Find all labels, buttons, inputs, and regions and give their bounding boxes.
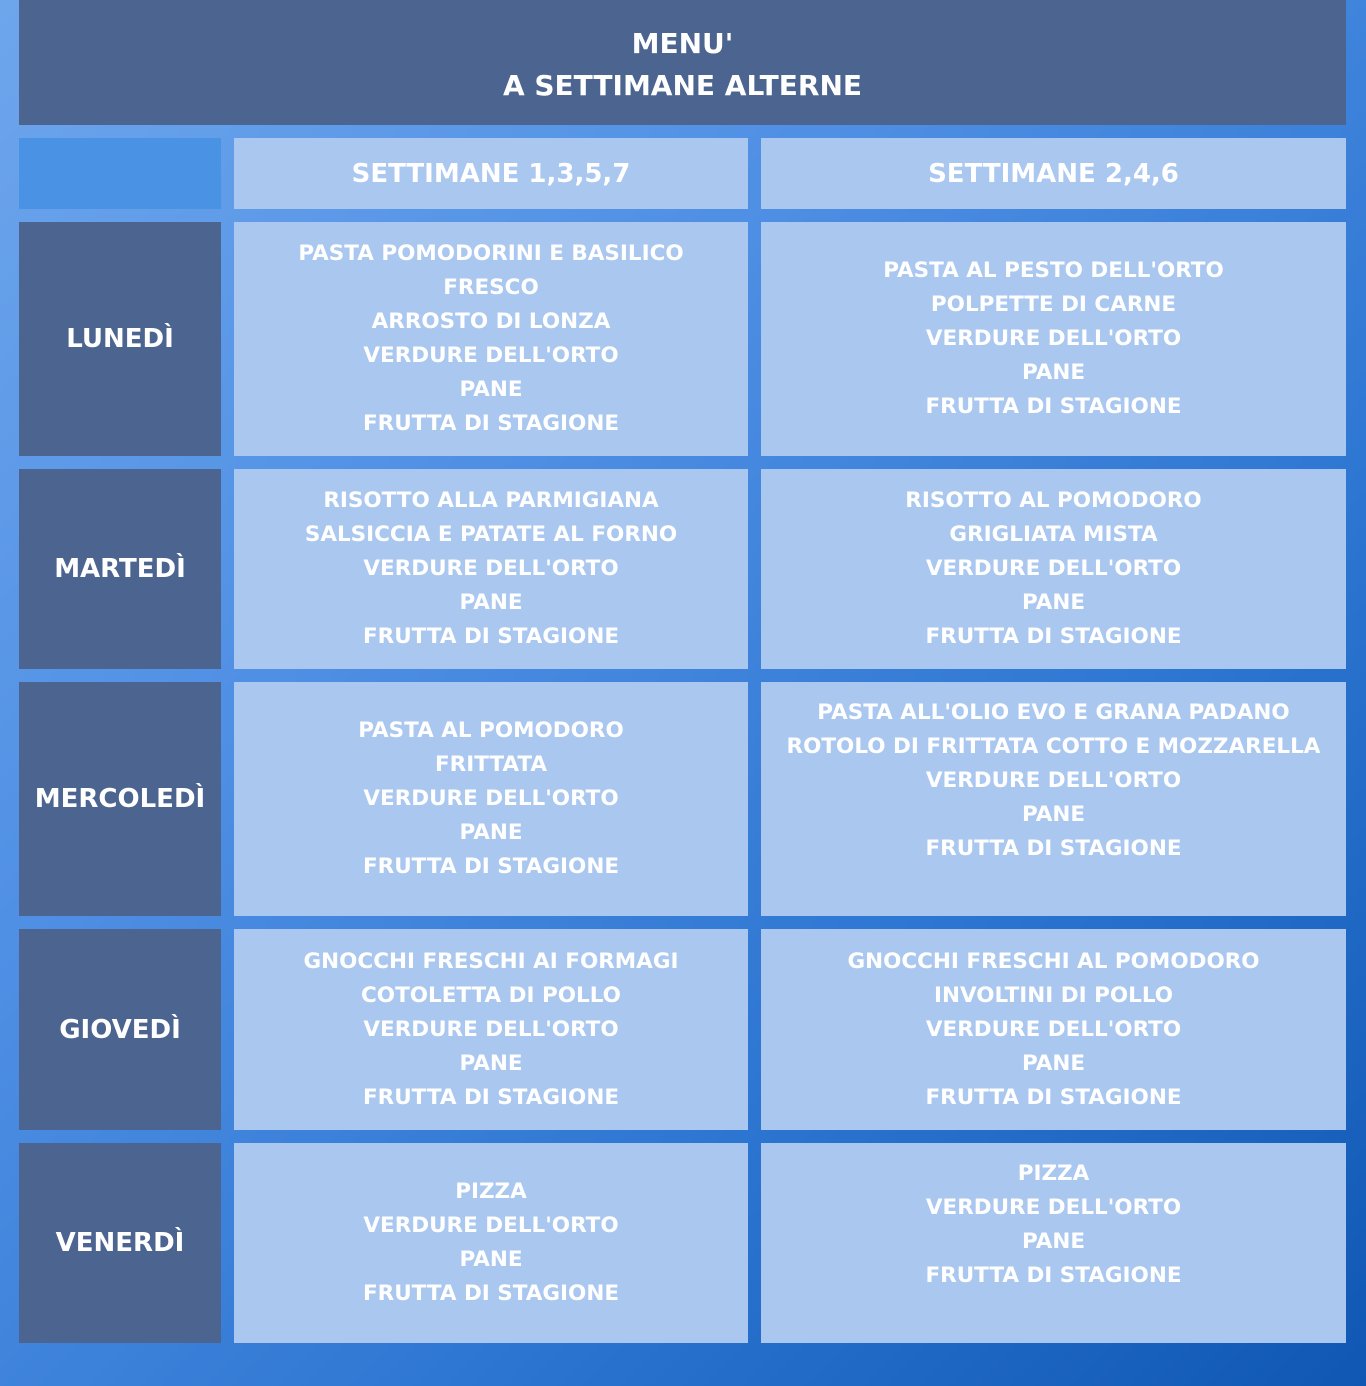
menu-item: FRUTTA DI STAGIONE (925, 624, 1182, 649)
menu-item: SALSICCIA E PATATE AL FORNO (304, 522, 678, 547)
menu-item: RISOTTO ALLA PARMIGIANA (323, 488, 659, 513)
menu-item: VERDURE DELL'ORTO (363, 556, 619, 581)
menu-item: FRUTTA DI STAGIONE (925, 1263, 1182, 1288)
menu-cell-wednesday-week-a (234, 682, 748, 916)
menu-item: ROTOLO DI FRITTATA COTTO E MOZZARELLA (786, 734, 1321, 759)
menu-item: PANE (1021, 590, 1086, 615)
menu-item: PANE (459, 1247, 523, 1272)
menu-cell-thursday-week-a (234, 929, 748, 1130)
menu-item: FRUTTA DI STAGIONE (362, 624, 620, 649)
day-label: MARTEDÌ (54, 554, 186, 584)
menu-item: PANE (1021, 802, 1086, 827)
menu-item: FRUTTA DI STAGIONE (362, 1084, 620, 1110)
menu-item: FRITTATA (434, 752, 547, 777)
header-week-a-label: SETTIMANE 1,3,5,7 (351, 158, 631, 189)
menu-title-line-1: MENU' (631, 26, 734, 60)
menu-item: FRUTTA DI STAGIONE (925, 1084, 1182, 1110)
menu-title-line-2: A SETTIMANE ALTERNE (502, 68, 863, 102)
menu-cell-tuesday-week-a (234, 469, 748, 669)
day-cell-monday (19, 222, 221, 456)
menu-cell-monday-week-a (234, 222, 748, 456)
header-corner-cell (19, 138, 221, 209)
menu-item: FRUTTA DI STAGIONE (362, 854, 620, 879)
day-label: GIOVEDÌ (59, 1014, 181, 1045)
menu-item: PANE (1021, 1050, 1086, 1076)
menu-item: INVOLTINI DI POLLO (933, 982, 1174, 1008)
day-cell-friday (19, 1143, 221, 1343)
menu-item: PIZZA (1017, 1161, 1090, 1186)
menu-item: ARROSTO DI LONZA (371, 309, 611, 334)
menu-cell-monday-week-b (761, 222, 1346, 456)
menu-item: FRUTTA DI STAGIONE (362, 1281, 620, 1306)
menu-item: VERDURE DELL'ORTO (363, 1213, 619, 1238)
menu-item: PANE (459, 1050, 523, 1076)
menu-cell-tuesday-week-b (761, 469, 1346, 669)
day-cell-thursday (19, 929, 221, 1130)
menu-item: PANE (459, 377, 523, 402)
menu-item: FRUTTA DI STAGIONE (925, 836, 1182, 861)
menu-item: GRIGLIATA MISTA (949, 522, 1158, 547)
menu-item: PIZZA (455, 1179, 527, 1204)
menu-item: GNOCCHI FRESCHI AI FORMAGI (303, 948, 679, 974)
day-cell-tuesday (19, 469, 221, 669)
menu-item: PASTA ALL'OLIO EVO E GRANA PADANO (817, 700, 1290, 725)
day-cell-wednesday (19, 682, 221, 916)
menu-item: PANE (1021, 1229, 1086, 1254)
menu-item: FRUTTA DI STAGIONE (925, 394, 1182, 419)
menu-item: VERDURE DELL'ORTO (925, 1016, 1182, 1042)
menu-cell-wednesday-week-b (761, 682, 1346, 916)
menu-item: FRUTTA DI STAGIONE (362, 411, 620, 436)
header-week-b-label: SETTIMANE 2,4,6 (928, 158, 1179, 189)
menu-item: VERDURE DELL'ORTO (363, 786, 619, 811)
menu-item: FRESCO (443, 275, 539, 300)
menu-item: GNOCCHI FRESCHI AL POMODORO (847, 948, 1260, 974)
day-label: LUNEDÌ (66, 324, 174, 354)
header-week-a (234, 138, 748, 209)
menu-cell-thursday-week-b (761, 929, 1346, 1130)
menu-cell-friday-week-b (761, 1143, 1346, 1343)
menu-title (19, 0, 1346, 125)
menu-item: PANE (459, 820, 523, 845)
menu-item: POLPETTE DI CARNE (930, 292, 1177, 317)
menu-item: COTOLETTA DI POLLO (361, 982, 621, 1008)
menu-item: PANE (459, 590, 523, 615)
menu-item: PASTA AL PESTO DELL'ORTO (883, 258, 1224, 283)
menu-item: VERDURE DELL'ORTO (363, 1016, 619, 1042)
menu-item: PASTA AL POMODORO (358, 718, 624, 743)
day-label: VENERDÌ (55, 1228, 185, 1258)
menu-item: PASTA POMODORINI E BASILICO (298, 241, 684, 266)
day-label: MERCOLEDÌ (34, 784, 206, 814)
menu-item: VERDURE DELL'ORTO (925, 556, 1182, 581)
menu-item: VERDURE DELL'ORTO (925, 768, 1182, 793)
menu-item: VERDURE DELL'ORTO (925, 326, 1182, 351)
menu-item: VERDURE DELL'ORTO (363, 343, 619, 368)
menu-cell-friday-week-a (234, 1143, 748, 1343)
menu-item: VERDURE DELL'ORTO (925, 1195, 1182, 1220)
menu-item: PANE (1021, 360, 1086, 385)
header-week-b (761, 138, 1346, 209)
menu-item: RISOTTO AL POMODORO (905, 488, 1202, 513)
